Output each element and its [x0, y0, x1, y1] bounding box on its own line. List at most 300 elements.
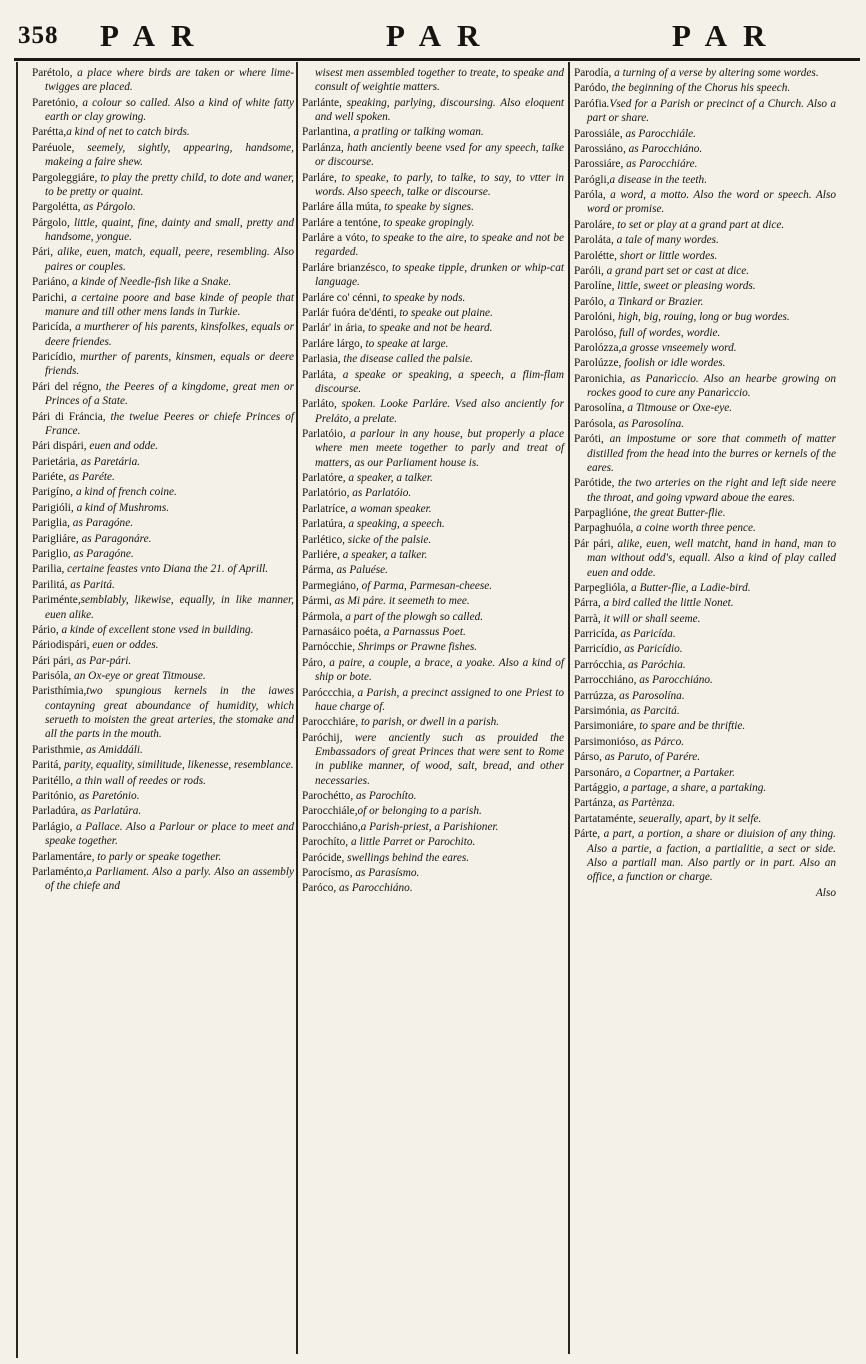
dictionary-entry: [574, 704, 836, 718]
dictionary-entry: [574, 476, 836, 505]
definition: , high, big, rouing, long or bug wordes.: [612, 311, 790, 324]
headword: Pargolétta: [32, 201, 78, 214]
definition: , the Peeres of a kingdome, great men or Princes of a State.: [45, 380, 294, 408]
header-rule: [14, 58, 860, 61]
dictionary-entry: [32, 516, 294, 530]
definition: , spoken. Looke Parláre. Vsed also anciently for Preláto, a prelate.: [315, 398, 564, 425]
definition: , of Parma, Parmesan-cheese.: [355, 579, 493, 592]
definition: , a Tinkard or Brazier.: [603, 295, 704, 308]
headword: Pári dispári: [32, 440, 84, 453]
dictionary-entry: [302, 563, 564, 577]
definition: , short or little wordes.: [614, 249, 718, 262]
headword: Parilia: [32, 563, 62, 576]
headword: Parláre lárgo: [302, 337, 360, 350]
dictionary-entry: [574, 264, 836, 278]
headword: Parófia: [574, 97, 607, 110]
dictionary-entry: [302, 368, 564, 397]
dictionary-entry: [302, 66, 564, 95]
headword: Parlágio: [32, 820, 70, 833]
dictionary-entry: [574, 341, 836, 355]
definition: , a kind of Mushroms.: [70, 501, 170, 514]
dictionary-entry: [302, 866, 564, 880]
definition: , a Parish, a precinct assigned to one Priest to haue charge of.: [315, 686, 564, 713]
headword: Pári di Fráncia: [32, 410, 103, 423]
headword: Parláre: [302, 171, 334, 184]
definition: , a speaker, a talker.: [342, 472, 433, 485]
definition: , a Pallace. Also a Parlour or place to meet and speake together.: [45, 820, 294, 848]
definition: , seemely, sightly, appearing, handsome, makeing a faire shew.: [45, 141, 294, 169]
headword: Pármi: [302, 595, 329, 608]
dictionary-entry: [32, 125, 294, 139]
definition: , as Paricídio.: [618, 643, 683, 656]
headword: Parossiáno: [574, 142, 623, 155]
headword: Párgolo: [32, 216, 67, 229]
dictionary-entry: [32, 275, 294, 289]
dictionary-entry: [302, 533, 564, 547]
headword: Parocísmo: [302, 867, 350, 879]
definition: , a thin wall of reedes or rods.: [70, 774, 206, 787]
definition: , to speake, to parly, to talke, to say, to vtter in words. Also speech, talke or discourse.: [315, 171, 564, 198]
dictionary-entry: [574, 295, 836, 309]
dictionary-entry: [574, 596, 836, 610]
dictionary-entry: [302, 486, 564, 500]
headword: Párra: [574, 597, 598, 610]
dictionary-entry: [32, 623, 294, 637]
definition: , as Parosolína.: [612, 417, 685, 430]
headword: Parláre a tentóne: [302, 216, 378, 229]
definition: , as Párco.: [635, 735, 685, 748]
headword: Parpeglióla: [574, 581, 626, 594]
dictionary-entry: [302, 881, 564, 895]
definition: , as Párgolo.: [77, 201, 136, 214]
definition: , to speake out plaine.: [393, 306, 493, 319]
headword: Parolúzze: [574, 357, 619, 370]
dictionary-entry: [574, 827, 836, 884]
definition: , the twelue Peeres or chiefe Princes of France.: [45, 410, 294, 437]
headword: Parlasia: [302, 353, 338, 366]
headword: Parigíno: [32, 486, 71, 499]
definition: , a pratling or talking woman.: [347, 126, 484, 139]
definition: , as Parocchiále.: [619, 127, 696, 140]
headword: Pariménte: [32, 594, 78, 607]
headword: Paritónio: [32, 790, 74, 803]
dictionary-entry: [574, 97, 836, 126]
definition: , as Panarìccio. Also an hearbe growing on rockes good to cure any Panarìccio.: [587, 372, 836, 400]
dictionary-entry: [32, 654, 294, 668]
definition: , a speaking, a speech.: [342, 518, 445, 531]
headword: Pariáno: [32, 276, 67, 289]
definition: , a speaker, a talker.: [337, 549, 428, 562]
headword: Parpaglióne: [574, 507, 628, 520]
definition: ,of or belonging to a parish.: [354, 805, 482, 818]
column-2: [302, 66, 564, 897]
dictionary-entry: [574, 356, 836, 370]
definition: , speaking, parlying, discoursing. Also eloquent and well spoken.: [315, 96, 564, 124]
page-number: 358: [18, 22, 59, 49]
dictionary-entry: [302, 427, 564, 470]
dictionary-entry: [574, 173, 836, 187]
dictionary-entry: [574, 233, 836, 247]
dictionary-entry: [574, 750, 836, 764]
dictionary-entry: [574, 521, 836, 535]
definition: , as Parocchiáno.: [633, 674, 713, 687]
dictionary-entry: [32, 547, 294, 561]
page-header: [8, 10, 858, 56]
dictionary-entry: [302, 321, 564, 335]
definition: ,a Parliament. Also a parly. Also an assembly of the chiefe and: [45, 865, 294, 893]
headword: Paróti: [574, 433, 601, 446]
dictionary-entry: [574, 188, 836, 217]
dictionary-entry: [302, 789, 564, 803]
definition: , an impostume or sore that commeth of matter distilled from the head into the burres or kernels of the eares.: [587, 433, 836, 474]
definition: , little, sweet or pleasing words.: [611, 280, 756, 293]
definition: , certaine feastes vnto Diana the 21. of Aprill.: [61, 563, 269, 576]
headword: Pári pári: [32, 654, 71, 667]
dictionary-entry: [574, 142, 836, 156]
headword: Páro: [302, 656, 323, 669]
definition: , a murtherer of his parents, kinsfolkes, equals or deere friendes.: [45, 321, 294, 348]
definition: , murther of parents, kinsmen, equals or deere friends.: [45, 351, 294, 378]
headword: Parossiále: [574, 127, 620, 140]
definition: , a certaine poore and base kinde of people that manure and till other mens lands in Turkie.: [45, 291, 294, 318]
definition: , parity, equality, similitude, likenesse, resemblance.: [58, 759, 294, 772]
dictionary-entry: [574, 127, 836, 141]
dictionary-entry: [32, 578, 294, 592]
headword: Paritéllo: [32, 774, 71, 787]
definition: , a place where birds are taken or where lime-twigges are placed.: [45, 67, 294, 94]
dictionary-entry: [32, 200, 294, 214]
headword: Parigióli: [32, 501, 71, 514]
dictionary-entry: [574, 218, 836, 232]
dictionary-entry: [302, 820, 564, 834]
definition: , as Parlatóio.: [346, 487, 412, 500]
definition: , a parlour in any house, but properly a place where men meete together to parly and treat of matters, as our Parliament house is.: [315, 428, 564, 469]
headword: Parláre co' cénni: [302, 291, 377, 304]
headword: Paristhímia: [32, 685, 84, 698]
dictionary-entry: [32, 171, 294, 200]
headword: Parlético: [302, 533, 343, 546]
headword: Parochíto: [302, 836, 346, 849]
headword: Parlár fuóra de'dénti: [302, 306, 394, 319]
dictionary-entry: [32, 66, 294, 95]
dictionary-entry: [32, 774, 294, 788]
dictionary-entry: [302, 656, 564, 685]
dictionary-entry: [32, 684, 294, 741]
definition: , a coine worth three pence.: [630, 522, 756, 535]
headword: Parsonáro: [574, 766, 620, 779]
headword: Parláre álla múta: [302, 201, 379, 214]
definition: , as Paritá.: [64, 578, 115, 591]
headword: Paroláre: [574, 218, 612, 231]
headword: Pári del régno: [32, 380, 99, 393]
headword: Parsimonióso: [574, 735, 636, 748]
definition: , sicke of the palsie.: [342, 533, 432, 546]
definition: , to speake at large.: [359, 337, 449, 350]
definition: , to speake tipple, drunken or whip-cat language.: [315, 261, 564, 289]
definition: , as Paréte.: [63, 471, 115, 484]
dictionary-entry: [32, 758, 294, 772]
dictionary-entry: [302, 640, 564, 654]
dictionary-entry: [32, 245, 294, 274]
dictionary-entry: [574, 735, 836, 749]
headword: Parpaghuóla: [574, 522, 631, 535]
definition: , as Paruto, of Parére.: [599, 751, 701, 764]
definition: , a Copartner, a Partaker.: [619, 766, 735, 779]
dictionary-entry: [302, 141, 564, 170]
catchword: Also: [815, 886, 836, 899]
headword: Parricídio: [574, 643, 619, 656]
dictionary-entry: [574, 506, 836, 520]
headword: Parisóla: [32, 670, 69, 683]
dictionary-entry: [32, 439, 294, 453]
dictionary-entry: [302, 804, 564, 818]
dictionary-entry: [302, 610, 564, 624]
dictionary-entry: [302, 835, 564, 849]
headword: Pariglio: [32, 547, 68, 560]
headword: Parnócchie: [302, 641, 353, 654]
headword: Paróco: [302, 882, 334, 895]
definition: , euen or oddes.: [86, 639, 159, 652]
column-divider-1: [296, 62, 298, 1354]
dictionary-entry: [302, 686, 564, 715]
dictionary-entry: [574, 796, 836, 810]
definition: , to set or play at a grand part at dice.: [611, 218, 785, 231]
headword: Parolóni: [574, 311, 613, 324]
headword: Parláre brianzésco: [302, 261, 386, 274]
dictionary-entry: [302, 200, 564, 214]
dictionary-entry: [302, 352, 564, 366]
definition: , to speake to the aire, to speake and not be regarded.: [315, 232, 564, 259]
definition: ,a kind of net to catch birds.: [63, 126, 190, 139]
dictionary-entry: [574, 781, 836, 795]
headword: Partataménte: [574, 812, 633, 825]
dictionary-entry: [302, 625, 564, 639]
definition: , a little Parret or Parochito.: [345, 836, 476, 849]
definition: , to play the pretty child, to dote and waner, to be pretty or quaint.: [45, 171, 294, 198]
definition: , seuerally, apart, by it selfe.: [632, 812, 762, 825]
definition: , as Amiddáli.: [80, 743, 143, 756]
headword: Paróli: [574, 264, 601, 277]
dictionary-entry: [32, 216, 294, 245]
dictionary-entry: [32, 532, 294, 546]
definition: , to spare and be thriftie.: [633, 720, 746, 733]
dictionary-entry: [302, 471, 564, 485]
headword: Paroláta: [574, 234, 612, 247]
running-head-left: PAR: [100, 18, 210, 53]
definition: , as Parasísmo.: [349, 867, 420, 879]
dictionary-entry: [302, 171, 564, 200]
headword: Partánza: [574, 797, 613, 810]
dictionary-entry: [574, 279, 836, 293]
headword: Parsimónia: [574, 705, 625, 718]
definition: , to speake by nods.: [376, 291, 466, 304]
definition: , as Mi páre. it seemeth to mee.: [329, 595, 470, 608]
definition: , a kinde of excellent stone vsed in building.: [55, 623, 254, 636]
dictionary-entry: [574, 719, 836, 733]
definition: , to speake by signes.: [378, 201, 474, 214]
definition: ,two spungious kernels in the iawes contayning great aboundance of humidity, which serueth to moisten the great arteries, the stomake and all the parts in the mouth.: [45, 685, 294, 741]
headword: Parlatório: [302, 487, 347, 500]
column-1: [32, 66, 294, 895]
headword: Paritá: [32, 759, 59, 772]
definition: , as Paragóne.: [67, 547, 134, 560]
dictionary-entry: [32, 96, 294, 125]
headword: Paricídio: [32, 351, 73, 364]
headword: Parósola: [574, 417, 613, 430]
dictionary-entry: [574, 372, 836, 401]
headword: Pármola: [302, 610, 340, 623]
headword: Paristhmie: [32, 743, 81, 756]
dictionary-entry: [302, 715, 564, 729]
definition: , the great Butter-flie.: [627, 507, 726, 520]
dictionary-entry: [32, 455, 294, 469]
definition: , to parly or speake together.: [91, 850, 222, 863]
dictionary-entry: [574, 812, 836, 826]
definition: , the two arteries on the right and left side neere the throat, and going vpward aboue the eares.: [587, 477, 836, 504]
dictionary-entry: [32, 789, 294, 803]
dictionary-entry: [574, 326, 836, 340]
dictionary-entry: [32, 865, 294, 894]
definition: , swellings behind the eares.: [341, 851, 470, 864]
definition: , as Paragóne.: [67, 517, 134, 530]
headword: Pargoleggiáre: [32, 171, 95, 184]
dictionary-entry: [32, 380, 294, 409]
dictionary-entry: [574, 432, 836, 475]
headword: Pár pári: [574, 537, 611, 550]
definition: , alike, euen, match, equall, peere, resembling. Also paires or couples.: [45, 246, 294, 273]
definition: , Shrimps or Prawne fishes.: [352, 641, 478, 654]
headword: Parigliáre: [32, 532, 76, 545]
dictionary-entry: [32, 291, 294, 320]
definition: , as Par-pári.: [70, 654, 132, 667]
definition: , as Parocchiáno.: [622, 142, 703, 155]
headword: Párso: [574, 751, 600, 764]
headword: Parlamentáre: [32, 850, 92, 863]
headword: Parláto: [302, 398, 334, 411]
headword: Parsimoniáre: [574, 720, 634, 733]
dictionary-entry: [574, 81, 836, 95]
headword: Parlantina: [302, 126, 348, 139]
dictionary-entry: [302, 337, 564, 351]
headword: Partággio: [574, 781, 618, 794]
headword: Parnasáico poéta: [302, 625, 379, 638]
headword: Parógli: [574, 173, 607, 186]
definition: , as Paretónio.: [73, 790, 140, 803]
dictionary-entry: [302, 579, 564, 593]
headword: Parolíne: [574, 280, 612, 293]
column-divider-2: [568, 62, 570, 1354]
headword: Parrà: [574, 612, 598, 625]
headword: Parlatúra: [302, 518, 343, 531]
definition: , as Paluése.: [330, 564, 388, 577]
headword: Parolózza: [574, 341, 619, 354]
definition: , a paire, a couple, a brace, a yoake. Also a kind of ship or bote.: [315, 656, 564, 684]
definition: , as Parosolína.: [613, 689, 685, 702]
definition: , to parish, or dwell in a parish.: [355, 716, 500, 729]
headword: Pári: [32, 246, 51, 259]
headword: Parólo: [574, 295, 604, 308]
dictionary-entry: [302, 517, 564, 531]
definition: , as Parocchiáno.: [333, 882, 413, 895]
dictionary-entry: [574, 612, 836, 626]
headword: Parosolína: [574, 402, 622, 415]
headword: Parlaménto: [32, 865, 84, 878]
definition: , alike, euen, well matcht, hand in hand, man to man without odd's, equall. Also a kind of play called euen and odde.: [587, 537, 836, 579]
headword: Parlatóio: [302, 428, 343, 440]
headword: Parilitá: [32, 578, 65, 591]
dictionary-entry: [32, 743, 294, 757]
headword: Parétta: [32, 126, 64, 139]
dictionary-entry: [32, 669, 294, 683]
headword: Parodía: [574, 67, 609, 79]
headword: Parocchiále: [302, 805, 355, 818]
definition: , to speake gropingly.: [377, 216, 475, 229]
dictionary-entry: [32, 501, 294, 515]
dictionary-entry: [302, 291, 564, 305]
definition: , a kinde of Needle-fish like a Snake.: [66, 276, 232, 289]
definition: , a tale of many wordes.: [611, 234, 719, 247]
headword: Parrócchia: [574, 658, 623, 671]
definition: , an Ox-eye or great Titmouse.: [68, 670, 206, 683]
headword: Parliére: [302, 549, 338, 562]
definition: , as Paricída.: [614, 628, 676, 641]
definition: , a kind of french coine.: [70, 486, 177, 499]
dictionary-entry: [302, 231, 564, 260]
dictionary-entry: [302, 216, 564, 230]
dictionary-entry: [574, 581, 836, 595]
definition: , euen and odde.: [83, 440, 159, 453]
headword: Paronichia: [574, 372, 623, 385]
definition: , as Paretária.: [75, 455, 141, 468]
headword: Párte: [574, 828, 598, 841]
column-3: [574, 66, 836, 900]
definition: , a Butter-flie, a Ladie-bird.: [625, 581, 751, 594]
headword: Parolétte: [574, 249, 615, 262]
dictionary-entry: [574, 673, 836, 687]
dictionary-entry: [574, 658, 836, 672]
dictionary-entry: [302, 594, 564, 608]
definition: , a Titmouse or Oxe-eye.: [621, 402, 733, 415]
dictionary-entry: [302, 851, 564, 865]
definition: ,a grosse vnseemely word.: [618, 341, 737, 354]
dictionary-entry: [574, 689, 836, 703]
definition: wisest men assembled together to treate, to speake and consult of weightie matters.: [315, 67, 564, 94]
headword: Parlatóre: [302, 472, 343, 485]
dictionary-entry: [32, 638, 294, 652]
dictionary-entry: [302, 548, 564, 562]
definition: , as Parlatúra.: [75, 805, 142, 818]
dictionary-entry: [32, 850, 294, 864]
headword: Parótide: [574, 477, 612, 490]
headword: Paróchij: [302, 731, 340, 744]
headword: Parétolo: [32, 67, 70, 79]
definition: , a part of the plowgh so called.: [339, 610, 484, 623]
definition: , as Partènza.: [612, 797, 676, 810]
dictionary-entry: [302, 261, 564, 290]
running-head-right: PAR: [672, 18, 782, 53]
dictionary-entry: [574, 537, 836, 580]
dictionary-entry: [574, 417, 836, 431]
definition: , a partage, a share, a partaking.: [617, 781, 767, 794]
dictionary-entry: [302, 125, 564, 139]
headword: Parossiáre: [574, 158, 621, 171]
dictionary-entry: [574, 766, 836, 780]
dictionary-entry: [32, 485, 294, 499]
definition: , it will or shall seeme.: [597, 612, 701, 625]
dictionary-entry: [32, 470, 294, 484]
definition: , a word, a motto. Also the word or speech. Also word or promise.: [587, 189, 836, 216]
dictionary-entry: [32, 820, 294, 849]
